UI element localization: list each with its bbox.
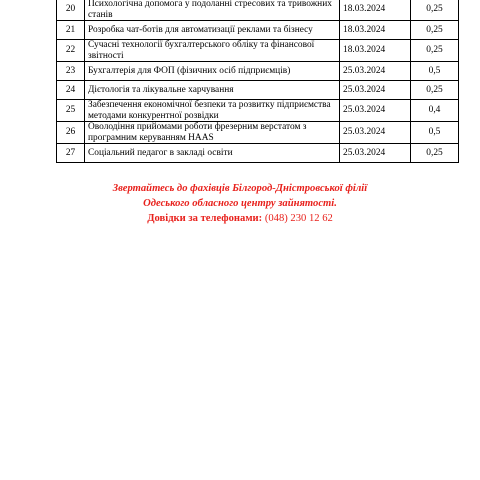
course-name: Розробка чат-ботів для автоматизації реклами та бізнесу bbox=[85, 21, 340, 40]
course-name: Психологічна допомога у подоланні стресових та тривожних станів bbox=[85, 0, 340, 21]
start-date: 18.03.2024 bbox=[340, 40, 411, 62]
table-row bbox=[57, 100, 459, 122]
course-name: Соціальний педагог в закладі освіти bbox=[85, 144, 340, 163]
row-number: 26 bbox=[57, 122, 85, 144]
duration: 0,25 bbox=[411, 0, 459, 21]
contact-footer bbox=[0, 181, 480, 226]
start-date: 18.03.2024 bbox=[340, 21, 411, 40]
row-number: 24 bbox=[57, 81, 85, 100]
course-name: Бухгалтерія для ФОП (фізичних осіб підприємців) bbox=[85, 62, 340, 81]
table-row bbox=[57, 21, 459, 40]
row-number: 25 bbox=[57, 100, 85, 122]
duration: 0,4 bbox=[411, 100, 459, 122]
duration: 0,25 bbox=[411, 144, 459, 163]
row-number: 27 bbox=[57, 144, 85, 163]
course-name: Забезпечення економічної безпеки та розвитку підприємства методами конкурентної розвідки bbox=[85, 100, 340, 122]
row-number: 23 bbox=[57, 62, 85, 81]
phone-number: (048) 230 12 62 bbox=[262, 213, 333, 224]
phone-label: Довідки за телефонами: bbox=[147, 213, 263, 224]
courses-table bbox=[56, 0, 459, 163]
start-date: 18.03.2024 bbox=[340, 0, 411, 21]
row-number: 21 bbox=[57, 21, 85, 40]
contact-line-phone bbox=[0, 211, 480, 226]
course-name: Сучасні технології бухгалтерського обліку та фінансової звітності bbox=[85, 40, 340, 62]
row-number: 22 bbox=[57, 40, 85, 62]
start-date: 25.03.2024 bbox=[340, 122, 411, 144]
course-name: Оволодіння прийомами роботи фрезерним верстатом з програмним керуванням HAAS bbox=[85, 122, 340, 144]
duration: 0,5 bbox=[411, 62, 459, 81]
contact-line-branch: Звертайтесь до фахівців Білгород-Дністровської філії bbox=[112, 183, 368, 194]
table-row bbox=[57, 62, 459, 81]
row-number: 20 bbox=[57, 0, 85, 21]
duration: 0,25 bbox=[411, 40, 459, 62]
table-row bbox=[57, 81, 459, 100]
contact-line-center: Одеського обласного центру зайнятості. bbox=[143, 198, 337, 209]
table-row bbox=[57, 40, 459, 62]
course-name: Дієтологія та лікувальне харчування bbox=[85, 81, 340, 100]
start-date: 25.03.2024 bbox=[340, 62, 411, 81]
table-row bbox=[57, 122, 459, 144]
start-date: 25.03.2024 bbox=[340, 81, 411, 100]
table-row bbox=[57, 0, 459, 21]
duration: 0,25 bbox=[411, 21, 459, 40]
table-row bbox=[57, 144, 459, 163]
duration: 0,5 bbox=[411, 122, 459, 144]
start-date: 25.03.2024 bbox=[340, 144, 411, 163]
duration: 0,25 bbox=[411, 81, 459, 100]
start-date: 25.03.2024 bbox=[340, 100, 411, 122]
